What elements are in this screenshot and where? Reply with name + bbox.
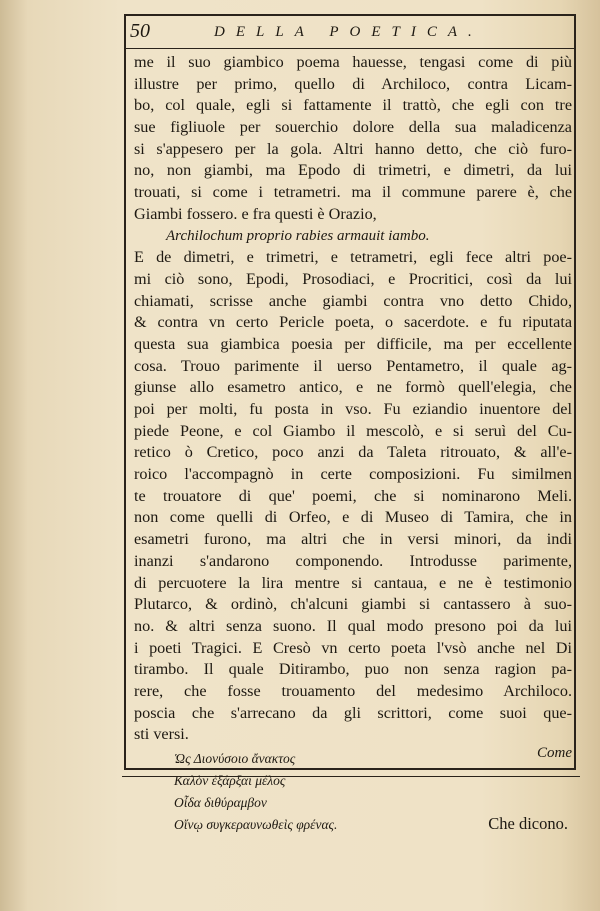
- text-line: me il suo giambico poema hauesse, tengasi come di più: [134, 53, 572, 71]
- greek-verse-line: Οἴνῳ συγκεραυνωθεὶς φρένας.: [174, 817, 338, 832]
- page-number: 50: [130, 20, 150, 42]
- greek-verse-line: Οἶδα διθύραμβον: [174, 795, 267, 810]
- text-line: tirambo. Il quale Ditirambo, puo non senza ragion pa-: [134, 660, 572, 679]
- text-line: & contra vn certo Pericle poeta, o sacerdote. e fu riputata: [134, 313, 572, 332]
- footer-rule: [122, 776, 580, 777]
- text-line: E de dimetri, e trimetri, e tetrametri, egli fece altri poe-: [134, 248, 572, 267]
- text-line: retico ò Cretico, poco anzi da Taleta ritrouato, & all'e-: [134, 443, 572, 462]
- text-line: Giambi fossero. e fra questi è Orazio,: [134, 204, 377, 223]
- text-line: te trouatore di que' poemi, che si nominarono Meli.: [134, 486, 572, 505]
- greek-verse-line: Ὡς Διονύσοιο ἄνακτος: [174, 751, 296, 766]
- greek-tail-text: Che dicono.: [488, 814, 568, 833]
- running-head: DELLA POETICA.: [214, 24, 483, 40]
- text-line: si s'appesero per la gola. Altri hanno detto, che ciò furo-: [134, 139, 572, 158]
- header-rule: [124, 48, 576, 49]
- text-line: poi per molti, fu posta in vso. Fu eziandio inuentore del: [134, 400, 572, 418]
- text-line: mi ciò sono, Epodi, Prosodiaci, e Procritici, così da lui: [134, 269, 572, 288]
- text-line: roico l'accompagnò in certe composizioni. Fu similmen: [134, 465, 572, 484]
- frame-left-rule: [124, 14, 126, 770]
- text-line: inanzi s'andarono componendo. Introdusse parimente,: [134, 551, 572, 570]
- text-line: bo, col quale, egli si fattamente il trattò, che egli con tre: [134, 96, 572, 115]
- text-line: di percuotere la lira mentre si cantaua, e ne è testimonio: [134, 573, 572, 592]
- text-line: poscia che s'arrecano da gli scrittori, come suoi que-: [134, 703, 572, 722]
- text-line: trouati, si come i tetrametri. ma il commune parere è, che: [134, 183, 572, 202]
- text-line: chiamati, scrisse anche giambi contra vno detto Chido,: [134, 291, 572, 310]
- text-line: giunse allo esametro antico, e ne formò quell'elegia, che: [134, 378, 572, 397]
- frame-right-rule: [574, 14, 576, 770]
- text-line: rere, che fosse trouamento del medesimo Archiloco.: [134, 681, 572, 700]
- text-line: no. & altri senza suono. Il qual modo presono poi da lui: [134, 616, 572, 635]
- text-line: non come quelli di Orfeo, e di Museo di Tamira, che in: [134, 508, 572, 527]
- text-line: cosa. Trouo parimente il uerso Pentametro, il quale ag-: [134, 356, 572, 375]
- text-line: Plutarco, & ordinò, ch'alcuni giambi si cantassero à suo-: [134, 595, 572, 614]
- greek-verse-line: Καλὸν ἐξάρξαι μέλος: [174, 773, 286, 788]
- text-frame: [124, 14, 576, 833]
- text-line: no, non giambi, ma Epodo di trimetri, e dimetri, da lui: [134, 161, 572, 180]
- greek-verses: [134, 748, 572, 836]
- catchword: Come: [537, 745, 572, 761]
- text-line: piede Peone, e col Giambo il mescolò, e si seruì del Cu-: [134, 421, 572, 440]
- frame-top-rule: [124, 14, 576, 16]
- text-line: sue figliuole per souerchio dolore della sua maladicenza: [134, 118, 572, 137]
- text-line: illustre per primo, quello di Archiloco, contra Licam-: [134, 74, 572, 93]
- text-line: sti versi.: [134, 725, 189, 744]
- latin-quote: Archilochum proprio rabies armauit iambo.: [166, 227, 430, 244]
- text-line: questa sua giambica poesia per difficile, ma per eccellente: [134, 334, 572, 353]
- text-line: i poeti Tragici. E Cresò vn certo poeta l'vsò anche nel Di: [134, 638, 572, 657]
- text-body: [134, 52, 572, 836]
- text-line: esametri furono, ma altri che in versi minori, da indi: [134, 530, 572, 549]
